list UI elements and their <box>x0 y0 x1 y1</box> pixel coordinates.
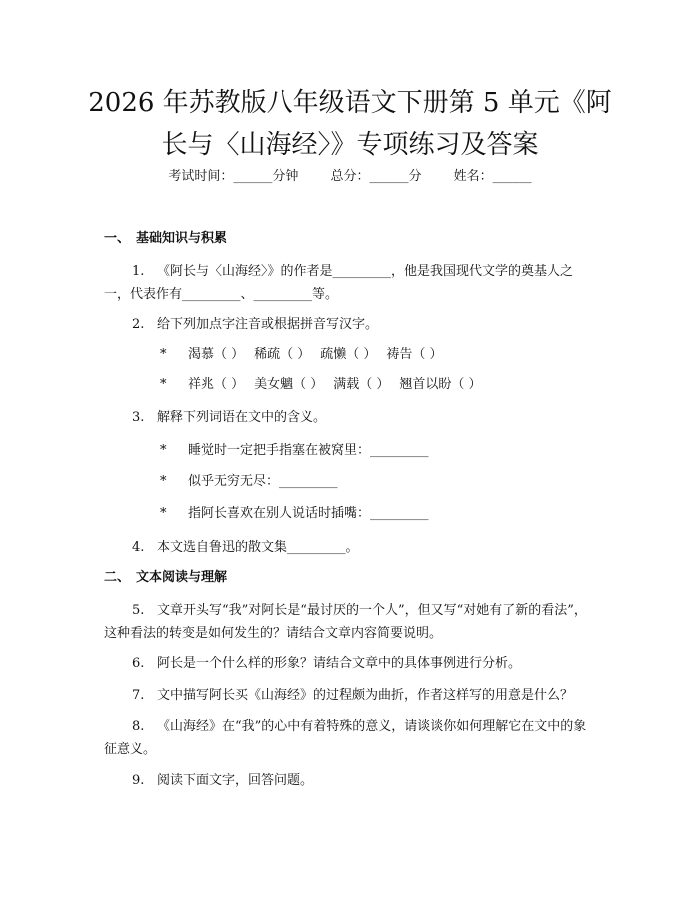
definition-text: 指阿长喜欢在别人说话时插嘴：_________ <box>188 506 429 521</box>
exam-name: 姓名：______ <box>453 169 532 184</box>
word-item: 渴慕（ ） <box>188 347 245 362</box>
question-number: 8. <box>132 719 145 734</box>
definition-item <box>160 472 338 492</box>
section-number: 二、 <box>104 570 131 585</box>
word-item: 祷告（ ） <box>386 347 443 362</box>
question-number: 5. <box>132 603 145 618</box>
word-item: 翘首以盼（ ） <box>399 377 482 392</box>
question-text: 解释下列词语在文中的含义。 <box>157 410 327 425</box>
question-text: 文中描写阿长买《山海经》的过程颇为曲折，作者这样写的用意是什么？ <box>157 688 574 703</box>
question-text: 本文选自鲁迅的散文集_________。 <box>157 540 359 555</box>
section-heading-1 <box>104 229 227 249</box>
question-text: 阿长是一个什么样的形象？请结合文章中的具体事例进行分析。 <box>157 656 522 671</box>
section-number: 一、 <box>104 231 131 246</box>
question-number: 2. <box>132 317 145 332</box>
question-8 <box>104 715 596 761</box>
title-line-1: 2026 年苏教版八年级语文下册第 5 单元《阿 <box>88 88 612 118</box>
bullet: * <box>160 474 167 489</box>
word-item: 满载（ ） <box>333 377 390 392</box>
question-1 <box>104 260 596 306</box>
question-text: 《山海经》在“我”的心中有着特殊的意义，请谈谈你如何理解它在文中的象征意义。 <box>104 719 587 757</box>
question-9 <box>104 769 596 792</box>
bullet: * <box>160 377 167 392</box>
word-item: 祥兆（ ） <box>188 377 245 392</box>
question-2 <box>104 313 596 336</box>
question-number: 7. <box>132 688 145 703</box>
question-number: 3. <box>132 410 145 425</box>
question-7 <box>104 684 596 707</box>
word-row-2 <box>160 375 492 395</box>
bullet: * <box>160 443 167 458</box>
question-text: 阅读下面文字，回答问题。 <box>157 773 314 788</box>
definition-item <box>160 504 429 524</box>
word-item: 美女魑（ ） <box>254 377 324 392</box>
document-title <box>70 82 630 166</box>
section-heading-2 <box>104 568 227 588</box>
exam-info <box>0 167 700 187</box>
question-5 <box>104 599 596 645</box>
title-line-2: 长与〈山海经〉》专项练习及答案 <box>161 130 539 160</box>
word-item: 稀疏（ ） <box>254 347 311 362</box>
question-number: 1. <box>132 264 145 279</box>
definition-text: 似乎无穷无尽：_________ <box>188 474 338 489</box>
question-6 <box>104 652 596 675</box>
question-text: 文章开头写“我”对阿长是“最讨厌的一个人”，但又写“对她有了新的看法”，这种看法的转变是如何发生的？请结合文章内容简要说明。 <box>104 603 587 641</box>
section-title: 基础知识与积累 <box>136 231 228 246</box>
question-number: 4. <box>132 540 145 555</box>
word-row-1 <box>160 345 453 365</box>
question-number: 9. <box>132 773 145 788</box>
question-3 <box>104 406 596 429</box>
definition-item <box>160 441 429 461</box>
word-item: 疏懒（ ） <box>320 347 377 362</box>
question-text: 给下列加点字注音或根据拼音写汉字。 <box>157 317 379 332</box>
exam-time: 考试时间：______分钟 <box>168 169 299 184</box>
definition-text: 睡觉时一定把手指塞在被窝里：_________ <box>188 443 429 458</box>
bullet: * <box>160 506 167 521</box>
question-4 <box>104 536 596 559</box>
section-title: 文本阅读与理解 <box>136 570 228 585</box>
question-number: 6. <box>132 656 145 671</box>
bullet: * <box>160 347 167 362</box>
exam-score: 总分：______分 <box>330 169 422 184</box>
question-text: 《阿长与〈山海经〉》的作者是_________，他是我国现代文学的奠基人之一，代表作有_________、_________等。 <box>104 264 574 302</box>
